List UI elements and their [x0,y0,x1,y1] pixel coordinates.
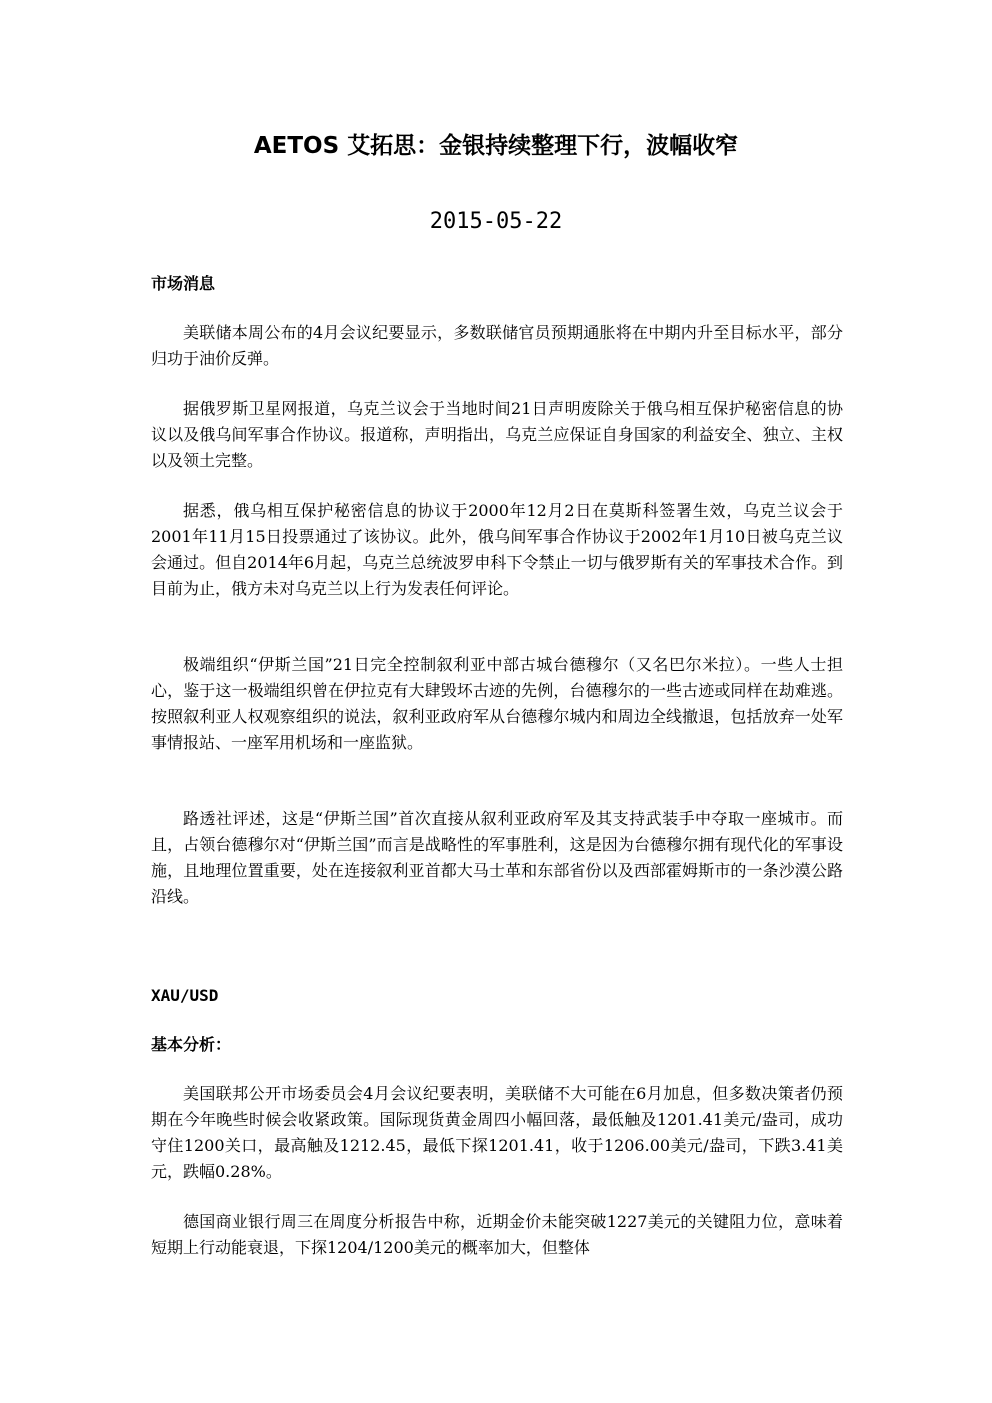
paragraph: 极端组织“伊斯兰国”21日完全控制叙利亚中部古城台德穆尔（又名巴尔米拉）。一些人士担心，鉴于这一极端组织曾在伊拉克有大肆毁坏古迹的先例，台德穆尔的一些古迹或同样在劫难逃。按照叙利亚人权观察组织的说法，叙利亚政府军从台德穆尔城内和周边全线撤退，包括放弃一处军事情报站、一座军用机场和一座监狱。 [151,655,843,752]
paragraph: 据俄罗斯卫星网报道，乌克兰议会于当地时间21日声明废除关于俄乌相互保护秘密信息的协议以及俄乌间军事合作协议。报道称，声明指出，乌克兰应保证自身国家的利益安全、独立、主权以及领土完整。 [151,399,843,470]
document-date: 2015-05-22 [429,209,563,234]
paragraph: 美国联邦公开市场委员会4月会议纪要表明，美联储不大可能在6月加息，但多数决策者仍预期在今年晚些时候会收紧政策。国际现货黄金周四小幅回落，最低触及1201.41美元/盎司，成功守住1200关口，最高触及1212.45，最低下探1201.41，收于1206.00美元/盎司，下跌3.41美元，跌幅0.28%。 [151,1084,843,1181]
paragraph: 据悉，俄乌相互保护秘密信息的协议于2000年12月2日在莫斯科签署生效，乌克兰议会于2001年11月15日投票通过了该协议。此外，俄乌间军事合作协议于2002年1月10日被乌克兰议会通过。但自2014年6月起，乌克兰总统波罗申科下令禁止一切与俄罗斯有关的军事技术合作。到目前为止，俄方未对乌克兰以上行为发表任何评论。 [151,501,843,598]
paragraph: 路透社评述，这是“伊斯兰国”首次直接从叙利亚政府军及其支持武装手中夺取一座城市。而且，占领台德穆尔对“伊斯兰国”而言是战略性的军事胜利，这是因为台德穆尔拥有现代化的军事设施，且地理位置重要，处在连接叙利亚首都大马士革和东部省份以及西部霍姆斯市的一条沙漠公路沿线。 [151,809,843,906]
paragraph: 德国商业银行周三在周度分析报告中称，近期金价未能突破1227美元的关键阻力位，意味着短期上行动能衰退，下探1204/1200美元的概率加大，但整体 [151,1212,843,1257]
instrument-symbol: XAU/USD [151,986,219,1005]
paragraph: 美联储本周公布的4月会议纪要显示，多数联储官员预期通胀将在中期内升至目标水平，部分归功于油价反弹。 [151,323,843,368]
section-heading-market-news: 市场消息 [151,274,216,293]
document-title: AETOS 艾拓思：金银持续整理下行，波幅收窄 [253,133,739,159]
section-heading-fundamental-analysis: 基本分析： [151,1035,232,1054]
